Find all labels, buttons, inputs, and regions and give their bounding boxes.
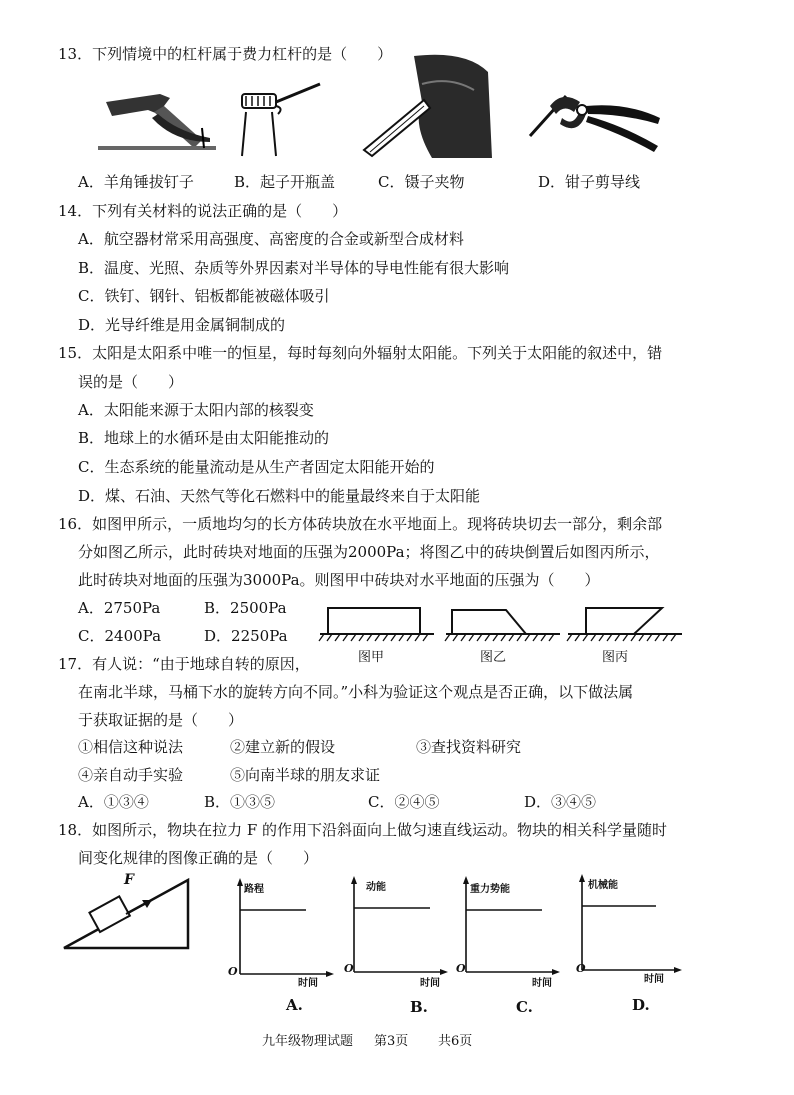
q17-stem-line2: 在南北半球，马桶下水的旋转方向不同。”小科为验证这个观点是否正确，以下做法属	[78, 683, 634, 701]
q17-item-3: ③查找资料研究	[416, 738, 522, 756]
q17-item-1: ①相信这种说法	[78, 738, 184, 756]
q17-item-4: ④亲自动手实验	[78, 766, 184, 784]
graph-c-xlabel: 时间	[532, 978, 552, 989]
graph-c-option: C.	[516, 998, 533, 1016]
q17-stem-line3: 于获取证据的是（ ）	[78, 711, 244, 729]
graph-b-ylabel: 动能	[366, 882, 386, 893]
q16-stem-line3: 此时砖块对地面的压强为3000Pa。则图甲中砖块对水平地面的压强为（ ）	[78, 571, 600, 589]
graph-c-ylabel: 重力势能	[470, 884, 510, 895]
q16-option-b: B．2500Pa	[204, 599, 287, 617]
q14-option-c: C．铁钉、钢针、铝板都能被磁体吸引	[78, 287, 330, 305]
graph-d-ylabel: 机械能	[588, 880, 618, 891]
brick-figure-yi	[444, 600, 562, 644]
pliers-figure	[526, 88, 662, 154]
q16-option-c: C．2400Pa	[78, 627, 162, 645]
q13-stem: 13．下列情境中的杠杆属于费力杠杆的是（ ）	[58, 45, 393, 63]
bottle-opener-figure	[236, 82, 322, 158]
q13-option-b: B．起子开瓶盖	[234, 173, 336, 191]
graph-b-axes	[346, 874, 450, 978]
force-label: F	[124, 872, 134, 888]
q17-item-5: ⑤向南半球的朋友求证	[230, 766, 381, 784]
q15-stem-line1: 15．太阳是太阳系中唯一的恒星，每时每刻向外辐射太阳能。下列关于太阳能的叙述中，错	[58, 344, 663, 362]
q14-option-d: D．光导纤维是用金属铜制成的	[78, 316, 286, 334]
q14-option-b: B．温度、光照、杂质等外界因素对半导体的导电性能有很大影响	[78, 259, 510, 277]
q13-option-a: A．羊角锤拔钉子	[78, 173, 194, 191]
q13-option-c: C．镊子夹物	[378, 173, 465, 191]
q14-option-a: A．航空器材常采用高强度、高密度的合金或新型合成材料	[78, 230, 464, 248]
q16-option-a: A．2750Pa	[78, 599, 161, 617]
q16-stem-line2: 分如图乙所示，此时砖块对地面的压强为2000Pa；将图乙中的砖块倒置后如图丙所示，	[78, 543, 660, 561]
q15-option-c: C．生态系统的能量流动是从生产者固定太阳能开始的	[78, 458, 435, 476]
graph-a-ylabel: 路程	[244, 884, 264, 895]
q18-stem-line2: 间变化规律的图像正确的是（ ）	[78, 849, 319, 867]
graph-d-origin: O	[576, 962, 586, 975]
graph-d-option: D.	[632, 996, 650, 1014]
brick-figure-bing	[566, 600, 684, 644]
q17-stem-line1: 17．有人说：“由于地球自转的原因，	[58, 655, 310, 673]
footer-page-number: 第3页	[374, 1034, 409, 1049]
q17-option-a: A．①③④	[78, 793, 149, 811]
q17-item-2: ②建立新的假设	[230, 738, 336, 756]
graph-a-option: A.	[286, 996, 303, 1014]
caption-yi: 图乙	[480, 650, 507, 665]
q15-stem-line2: 误的是（ ）	[78, 373, 184, 391]
graph-c-origin: O	[456, 962, 466, 975]
q15-option-a: A．太阳能来源于太阳内部的核裂变	[78, 401, 314, 419]
q17-option-b: B．①③⑤	[204, 793, 276, 811]
footer-subject: 九年级物理试题	[262, 1034, 354, 1049]
q17-option-d: D．③④⑤	[524, 793, 597, 811]
q13-option-d: D．钳子剪导线	[538, 173, 641, 191]
graph-d-xlabel: 时间	[644, 974, 664, 985]
q15-option-d: D．煤、石油、天然气等化石燃料中的能量最终来自于太阳能	[78, 487, 481, 505]
tweezers-figure	[362, 54, 494, 158]
claw-hammer-figure	[98, 88, 218, 158]
graph-a-origin: O	[228, 965, 238, 978]
graph-a-xlabel: 时间	[298, 978, 318, 989]
graph-b-xlabel: 时间	[420, 978, 440, 989]
q15-option-b: B．地球上的水循环是由太阳能推动的	[78, 429, 330, 447]
footer-total-pages: 共6页	[438, 1034, 473, 1049]
caption-bing: 图丙	[602, 650, 629, 665]
brick-figure-jia	[318, 600, 436, 644]
graph-b-option: B.	[410, 998, 428, 1016]
q14-stem: 14．下列有关材料的说法正确的是（ ）	[58, 202, 348, 220]
caption-jia: 图甲	[358, 650, 385, 665]
q18-stem-line1: 18．如图所示，物块在拉力 F 的作用下沿斜面向上做匀速直线运动。物块的相关科学量随时	[58, 821, 668, 839]
q16-stem-line1: 16．如图甲所示，一质地均匀的长方体砖块放在水平地面上。现将砖块切去一部分，剩余部	[58, 515, 663, 533]
q16-option-d: D．2250Pa	[204, 627, 288, 645]
graph-b-origin: O	[344, 962, 354, 975]
q17-option-c: C．②④⑤	[368, 793, 440, 811]
